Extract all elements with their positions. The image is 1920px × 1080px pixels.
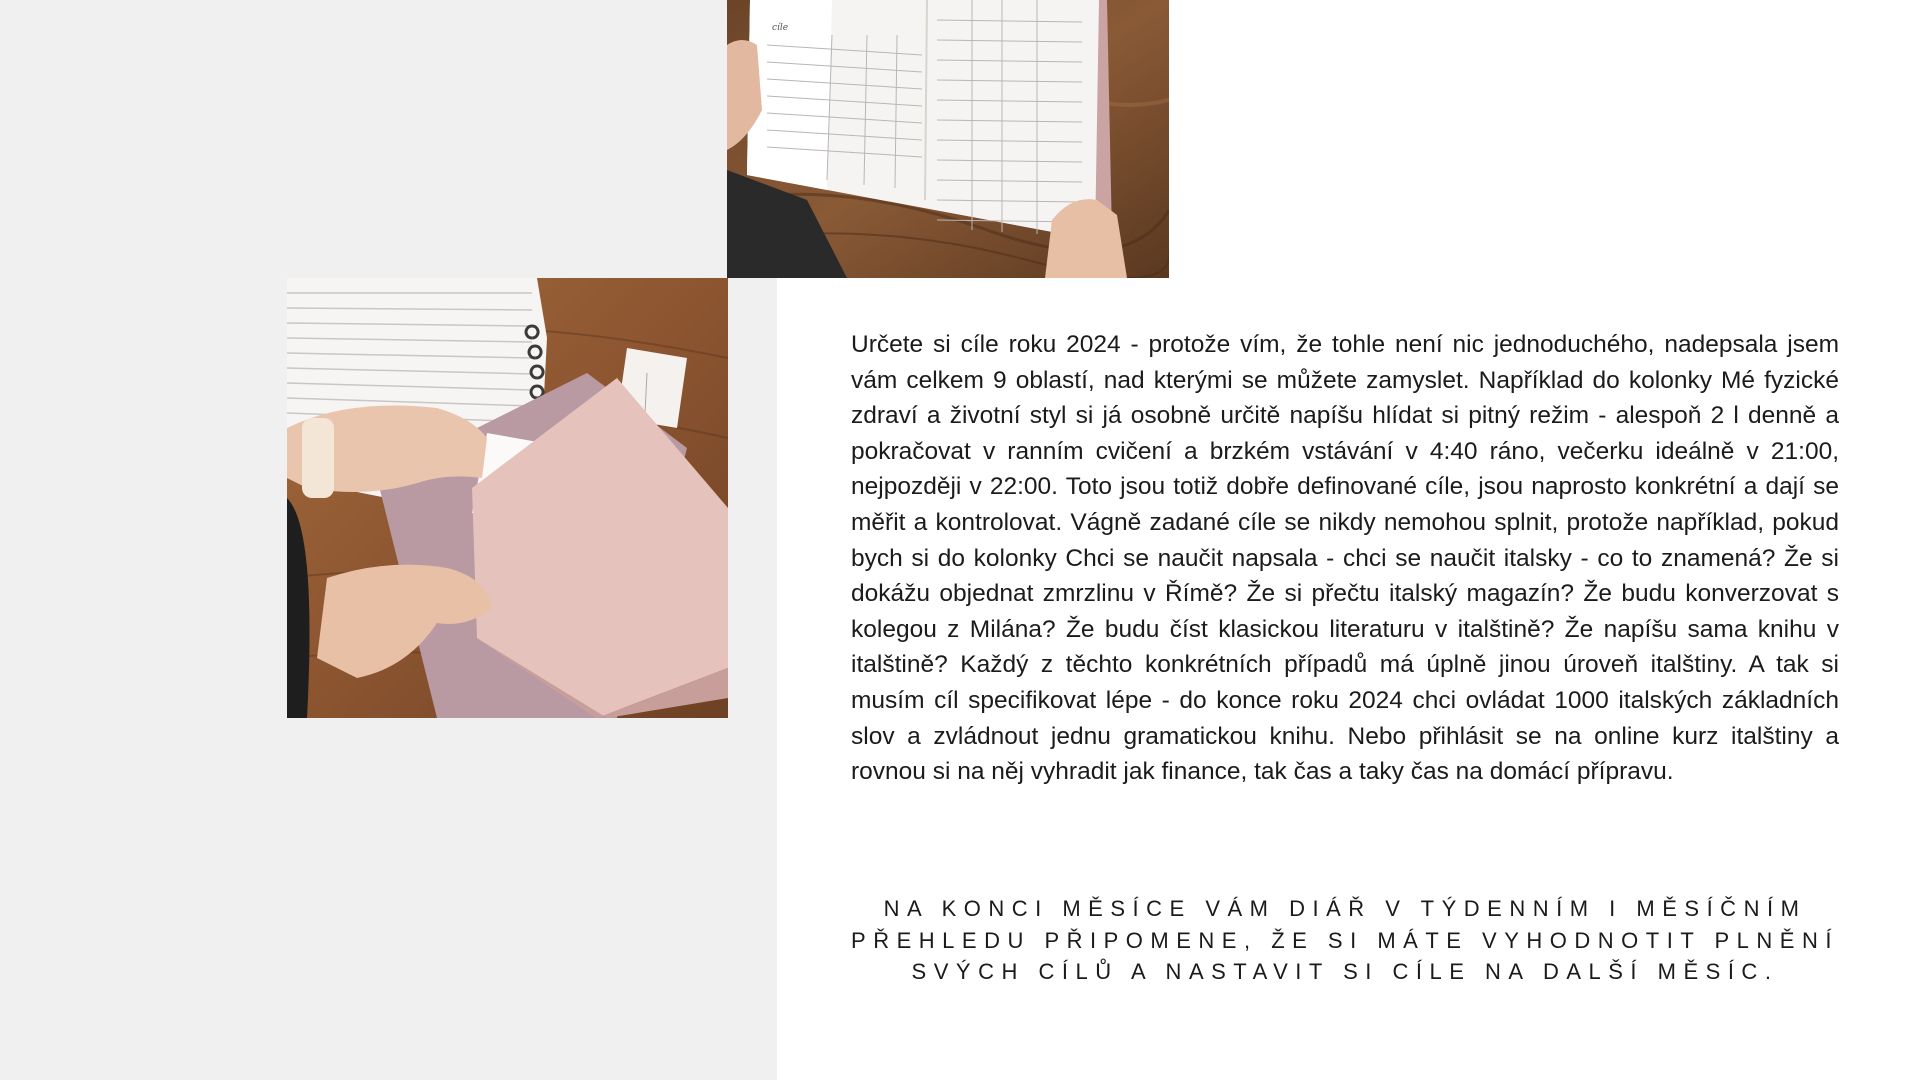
planner-pocket-photo [287,278,728,718]
goals-paragraph: Určete si cíle roku 2024 - protože vím, že tohle není nic jednoduchého, nadepsala jsem vám celkem 9 oblastí, nad kterými se můžete zamyslet. Například do kolonky Mé fyzické zdraví a životní styl si já osobně určitě napíšu hlídat si pitný režim - alespoň 2 l denně a pokračovat v ranním cvičení a brzkém vstávání v 4:40 ráno, večerku ideálně v 21:00, nejpozději v 22:00. Toto jsou totiž dobře definované cíle, jsou naprosto konkrétní a dají se měřit a kontrolovat. Vágně zadané cíle se nikdy nemohou splnit, protože například, pokud bych si do kolonky Chci se naučit napsala - chci se naučit italsky - co to znamená? Že si dokážu objednat zmrzlinu v Římě? Že si přečtu italský magazín? Že budu konverzovat s kolegou z Milána? Že budu číst klasickou literaturu v italštině? Že napíšu sama knihu v italštině? Každý z těchto konkrétních případů má úplně jinou úroveň italštiny. A tak si musím cíl specifikovat lépe - do konce roku 2024 chci ovládat 1000 italských základních slov a zvládnout jednu gramatickou knihu. Nebo přihlásit se na online kurz italštiny a rovnou si na něj vyhradit jak finance, tak čas a taky čas na domácí přípravu. [851,331,1839,786]
planner-open-photo [727,0,1169,278]
monthly-review-note: NA KONCI MĚSÍCE VÁM DIÁŘ V TÝDENNÍM I MĚSÍČNÍM PŘEHLEDU PŘIPOMENE, ŽE SI MÁTE VYHODNOTIT PLNĚNÍ SVÝCH CÍLŮ A NASTAVIT SI CÍLE NA DALŠÍ MĚSÍC. [851,896,1839,984]
svg-text:cíle: cíle [772,23,789,33]
